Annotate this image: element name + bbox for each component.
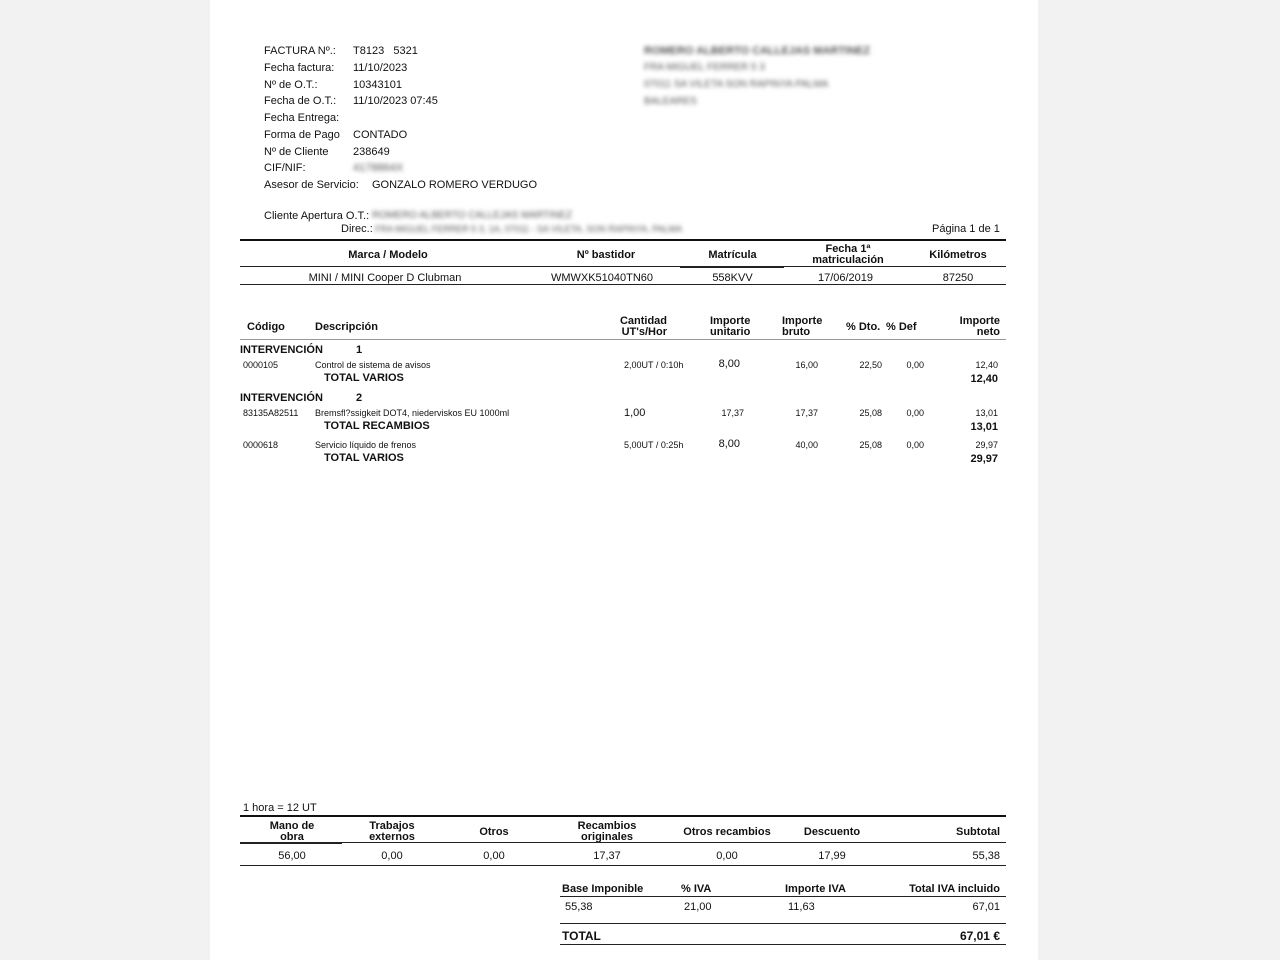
- vehicle-km: 87250: [942, 272, 974, 284]
- summary-otros-recambios: 0,00: [716, 850, 738, 862]
- item-neto: 29,97: [975, 440, 998, 450]
- col-bruto-line2: bruto: [782, 326, 811, 338]
- vehicle-header-fecha-line2: matriculación: [812, 254, 884, 266]
- recipient-line3: BALEARES: [644, 96, 697, 107]
- tax-header-iva-pct: % IVA: [681, 883, 712, 895]
- invoice-page: [210, 0, 1038, 960]
- direc-label: Direc.:: [341, 223, 373, 235]
- asesor-label: Asesor de Servicio:: [264, 179, 359, 191]
- summary-header-subtotal: Subtotal: [956, 826, 1000, 838]
- item-def: 0,00: [906, 440, 924, 450]
- tax-header-iva-imp: Importe IVA: [785, 883, 846, 895]
- vehicle-header-fecha: [788, 244, 908, 266]
- summary-header-recambios-line2: originales: [581, 831, 633, 843]
- item-cantidad: 2,00UT / 0:10h: [624, 360, 684, 370]
- recipient-line2: 07011 SA VILETA SON RAPINYA PALMA: [644, 79, 829, 90]
- vehicle-fecha: 17/06/2019: [817, 272, 874, 284]
- cliente-value: 238649: [353, 146, 390, 158]
- item-total-value: 13,01: [970, 421, 998, 433]
- item-cantidad: 5,00UT / 0:25h: [624, 440, 684, 450]
- direc-value: FRA MIGUEL FERRER 5 3, 1A, 07011 - SA VILETA, SON RAPINYA, PALMA: [375, 224, 683, 234]
- summary-descuento: 17,99: [818, 850, 846, 862]
- forma-pago-value: CONTADO: [353, 129, 408, 141]
- ot-label: Nº de O.T.:: [264, 79, 318, 91]
- col-cantidad-line2: UT's/Hor: [621, 326, 667, 338]
- col-unitario: [710, 316, 750, 338]
- intervention-label: INTERVENCIÓN: [240, 392, 323, 404]
- fecha-ot-value: 11/10/2023 07:45: [353, 95, 438, 107]
- summary-mano: 56,00: [278, 850, 306, 862]
- summary-header-mano-line2: obra: [280, 831, 304, 843]
- col-bruto-line1: Importe: [782, 315, 823, 327]
- divider: [240, 239, 1006, 241]
- divider: [240, 266, 1006, 267]
- ot-value: 10343101: [353, 79, 402, 91]
- divider: [240, 284, 1006, 285]
- divider: [240, 842, 342, 844]
- item-descripcion: Bremsfl?ssigkeit DOT4, niederviskos EU 1000ml: [315, 408, 510, 418]
- item-unitario: 8,00: [718, 438, 740, 450]
- cliente-apertura-label: Cliente Apertura O.T.:: [264, 210, 370, 222]
- cliente-apertura-value: ROMERO ALBERTO CALLEJAS MARTINEZ: [372, 210, 573, 221]
- col-cantidad: [600, 316, 667, 338]
- intervention-label: INTERVENCIÓN: [240, 344, 323, 356]
- summary-note: 1 hora = 12 UT: [243, 802, 317, 814]
- item-total-label: TOTAL VARIOS: [324, 372, 404, 384]
- item-codigo: 83135A82511: [243, 408, 299, 418]
- vehicle-header-km: Kilómetros: [929, 249, 987, 261]
- col-cantidad-line1: Cantidad: [619, 315, 667, 327]
- item-codigo: 0000618: [243, 440, 279, 450]
- col-bruto: [782, 316, 822, 338]
- item-bruto: 40,00: [795, 440, 818, 450]
- recipient-line1: FRA MIGUEL FERRER 5 3: [644, 62, 765, 73]
- col-neto-line2: neto: [976, 326, 1000, 338]
- item-bruto: 17,37: [795, 408, 818, 418]
- col-descripcion: Descripción: [315, 321, 378, 333]
- item-codigo: 0000105: [243, 360, 279, 370]
- factura-label: FACTURA Nº.:: [264, 45, 336, 57]
- summary-header-mano: [250, 821, 334, 843]
- item-total-label: TOTAL RECAMBIOS: [324, 420, 430, 432]
- intervention-number: 2: [356, 392, 363, 404]
- item-dto: 25,08: [859, 408, 882, 418]
- item-dto: 22,50: [859, 360, 882, 370]
- vehicle-matricula: 558KVV: [712, 272, 753, 284]
- summary-header-trabajos-line2: externos: [369, 831, 415, 843]
- fecha-factura-label: Fecha factura:: [264, 62, 335, 74]
- tax-header-base: Base Imponible: [562, 883, 644, 895]
- summary-header-mano-line1: Mano de: [269, 820, 315, 832]
- factura-value: T8123 5321: [353, 45, 418, 57]
- vehicle-modelo: MINI / MINI Cooper D Clubman: [308, 272, 462, 284]
- vehicle-header-modelo: Marca / Modelo: [348, 249, 428, 261]
- item-unitario: 17,37: [721, 408, 744, 418]
- divider: [680, 266, 784, 268]
- cliente-label: Nº de Cliente: [264, 146, 329, 158]
- cif-label: CIF/NIF:: [264, 162, 306, 174]
- col-def: % Def: [886, 321, 917, 333]
- item-total-value: 29,97: [970, 453, 998, 465]
- divider: [240, 865, 1006, 866]
- fecha-ot-label: Fecha de O.T.:: [264, 95, 337, 107]
- summary-header-otros: Otros: [479, 826, 509, 838]
- item-def: 0,00: [906, 360, 924, 370]
- tax-header-total: Total IVA incluido: [909, 883, 1000, 895]
- item-total-value: 12,40: [970, 373, 998, 385]
- forma-pago-label: Forma de Pago: [264, 129, 340, 141]
- col-neto-line1: Importe: [959, 315, 1000, 327]
- vehicle-header-bastidor: Nº bastidor: [576, 249, 636, 261]
- tax-total: 67,01: [972, 901, 1000, 913]
- tax-iva-pct: 21,00: [684, 901, 712, 913]
- tax-base: 55,38: [565, 901, 593, 913]
- grand-total-value: 67,01 €: [959, 929, 1000, 943]
- divider: [560, 896, 1006, 897]
- summary-header-trabajos: [352, 821, 432, 843]
- col-codigo: Código: [247, 321, 285, 333]
- divider: [240, 815, 1006, 817]
- summary-header-otros-recambios: Otros recambios: [683, 826, 771, 838]
- divider: [560, 923, 1006, 924]
- fecha-factura-value: 11/10/2023: [353, 62, 408, 74]
- item-bruto: 16,00: [795, 360, 818, 370]
- summary-trabajos: 0,00: [381, 850, 403, 862]
- summary-otros: 0,00: [483, 850, 505, 862]
- summary-header-trabajos-line1: Trabajos: [369, 820, 415, 832]
- col-dto: % Dto.: [846, 321, 881, 333]
- summary-recambios: 17,37: [593, 850, 621, 862]
- summary-subtotal: 55,38: [972, 850, 1000, 862]
- intervention-number: 1: [356, 344, 363, 356]
- recipient-name: ROMERO ALBERTO CALLEJAS MARTINEZ: [644, 45, 871, 57]
- item-descripcion: Control de sistema de avisos: [315, 360, 431, 370]
- vehicle-header-matricula: Matrícula: [708, 249, 757, 261]
- col-unitario-line2: unitario: [710, 326, 751, 338]
- page-number: Página 1 de 1: [932, 223, 1000, 235]
- item-neto: 13,01: [975, 408, 998, 418]
- vehicle-bastidor: WMWXK51040TN60: [550, 272, 654, 284]
- item-neto: 12,40: [975, 360, 998, 370]
- item-unitario: 8,00: [718, 358, 740, 370]
- fecha-entrega-label: Fecha Entrega:: [264, 112, 340, 124]
- divider: [240, 339, 1006, 340]
- item-def: 0,00: [906, 408, 924, 418]
- divider: [560, 944, 1006, 945]
- summary-header-recambios: [562, 821, 652, 843]
- grand-total-label: TOTAL: [562, 929, 601, 943]
- divider: [240, 842, 1006, 843]
- summary-header-descuento: Descuento: [803, 826, 861, 838]
- col-neto: [940, 316, 1000, 338]
- item-dto: 25,08: [859, 440, 882, 450]
- item-total-label: TOTAL VARIOS: [324, 452, 404, 464]
- col-unitario-line1: Importe: [710, 315, 751, 327]
- item-cantidad: 1,00: [624, 407, 646, 419]
- tax-iva-imp: 11,63: [788, 901, 815, 913]
- item-descripcion: Servicio líquido de frenos: [315, 440, 417, 450]
- summary-header-recambios-line1: Recambios: [577, 820, 637, 832]
- asesor-value: GONZALO ROMERO VERDUGO: [372, 179, 538, 191]
- cif-value: 4178864X: [353, 162, 404, 174]
- vehicle-header-fecha-line1: Fecha 1ª: [825, 243, 871, 255]
